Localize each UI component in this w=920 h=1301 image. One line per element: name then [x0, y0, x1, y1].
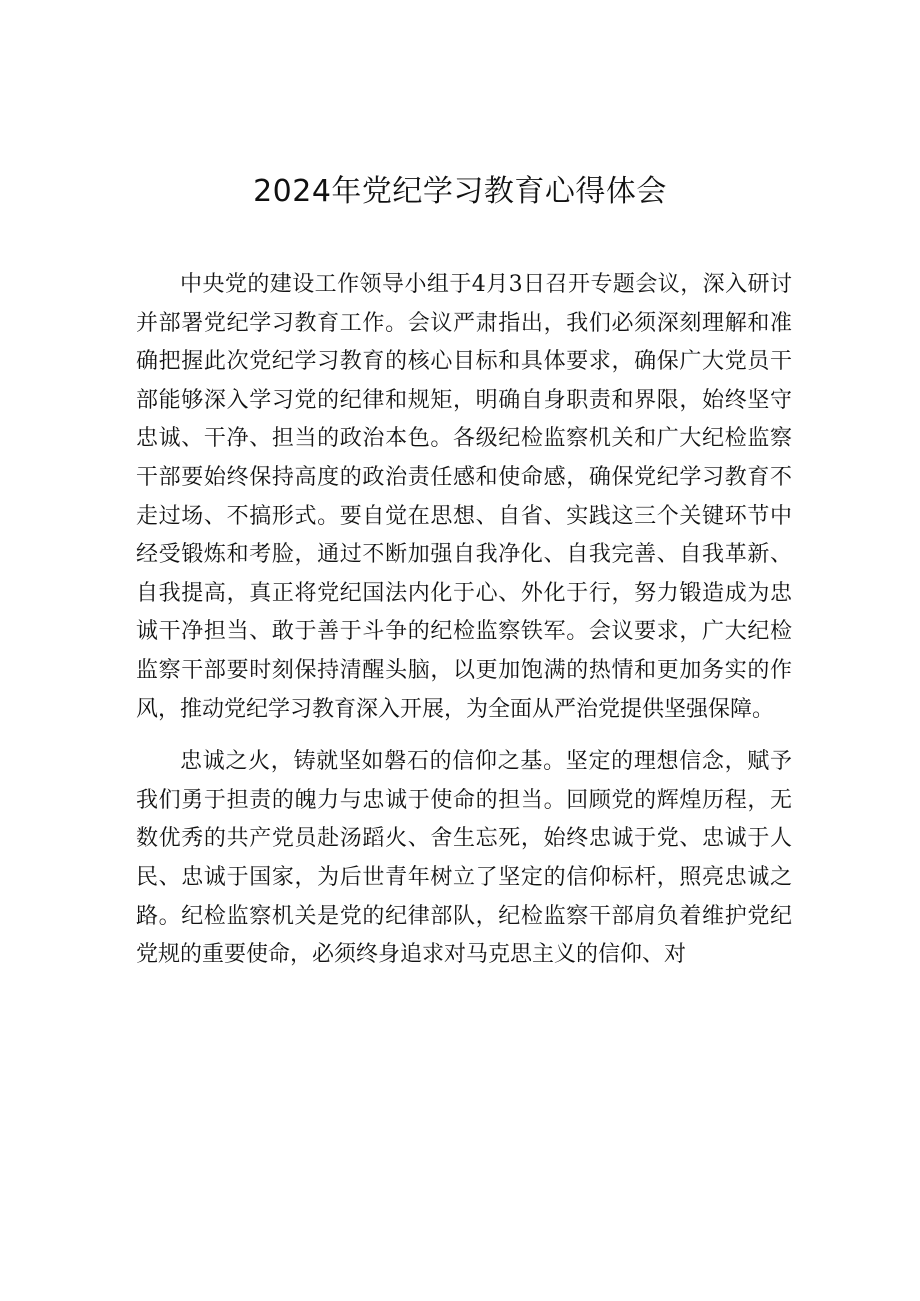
paragraph-2: 忠诚之火，铸就坚如磐石的信仰之基。坚定的理想信念，赋予我们勇于担责的魄力与忠诚于使命的担当。回顾党的辉煌历程，无数优秀的共产党员赴汤蹈火、舍生忘死，始终忠诚于党、忠诚于人民、忠诚于国家，为后世青年树立了坚定的信仰标杆，照亮忠诚之路。纪检监察机关是党的纪律部队，纪检监察干部肩负着维护党纪党规的重要使命，必须终身追求对马克思主义的信仰、对 [136, 749, 792, 968]
document-body [136, 266, 792, 989]
document-title: 2024年党纪学习教育心得体会 [253, 174, 667, 209]
paragraph-1: 中央党的建设工作领导小组于4月3日召开专题会议，深入研讨并部署党纪学习教育工作。会议严肃指出，我们必须深刻理解和准确把握此次党纪学习教育的核心目标和具体要求，确保广大党员干部能够深入学习党的纪律和规矩，明确自身职责和界限，始终坚守忠诚、干净、担当的政治本色。各级纪检监察机关和广大纪检监察干部要始终保持高度的政治责任感和使命感，确保党纪学习教育不走过场、不搞形式。要自觉在思想、自省、实践这三个关键环节中经受锻炼和考脸，通过不断加强自我净化、自我完善、自我革新、自我提高，真正将党纪国法内化于心、外化于行，努力锻造成为忠诚干净担当、敢于善于斗争的纪检监察铁军。会议要求，广大纪检监察干部要时刻保持清醒头脑，以更加饱满的热情和更加务实的作风，推动党纪学习教育深入开展，为全面从严治党提供坚强保障。 [136, 272, 792, 722]
